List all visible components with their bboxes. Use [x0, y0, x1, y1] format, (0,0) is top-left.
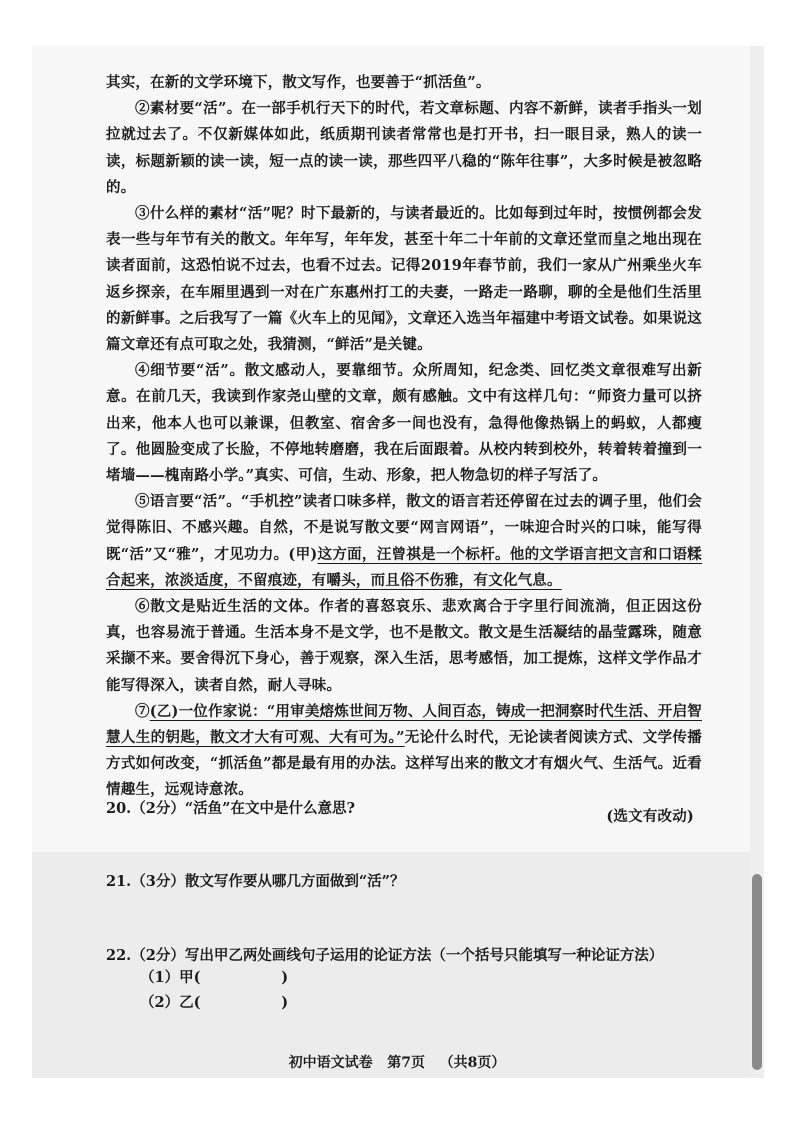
- paragraph-4: ④细节要“活”。散文感动人，要靠细节。众所周知，纪念类、回忆类文章很难写出新意。在前几天，我读到作家尧山壁的文章，颇有感触。文中有这样几句：“师资力量可以挤出来，他本人也可以兼课，但教室、宿舍多一间也没有，急得他像热锅上的蚂蚁，人都瘦了。他圆脸变成了长脸，不停地转磨磨，我在后面跟着。从校内转到校外，转着转着撞到一堵墙——槐南路小学。”真实、可信，生动、形象，把人物急切的样子写活了。: [106, 362, 702, 485]
- article-body: [106, 70, 702, 830]
- paragraph-7-number: ⑦: [135, 702, 150, 720]
- paragraph-5: [106, 489, 702, 594]
- paragraph-5-text: ⑤语言要“活”。“手机控”读者口味多样，散文的语言若还停留在过去的调子里，他们会觉得陈旧、不感兴趣。自然，不是说写散文要“网言网语”，一味迎合时兴的口味，能写得既“活”又“雅”，才见功力。(甲): [106, 493, 702, 563]
- paragraph-7-text: 无论什么时代，无论读者阅读方式、文学传播方式如何改变，“抓活鱼”都是最有用的办法。这样写出来的散文才有烟火气、生活气。近看情趣生，远观诗意浓。: [106, 729, 702, 799]
- underlined-sentence-yi: (乙)一位作家说：“用审美熔炼世间万物、人间百态，铸成一把洞察时代生活、开启智慧人生的钥匙，散文才大有可观、大有可为。”: [106, 702, 703, 747]
- paragraph-3: ③什么样的素材“活”呢？时下最新的，与读者最近的。比如每到过年时，按惯例都会发表一些与年节有关的散文。年年写，年年发，甚至十年二十年前的文章还堂而皇之地出现在读者面前，这恐怕说不过去，也看不过去。记得2019年春节前，我们一家从广州乘坐火车返乡探亲，在车厢里遇到一对在广东惠州打工的夫妻，一路走一路聊，聊的全是他们生活里的新鲜事。之后我写了一篇《火车上的见闻》，文章还入选当年福建中考语文试卷。如果说这篇文章还有点可取之处，我猜测，“鲜活”是关键。: [106, 205, 702, 354]
- source-note: (选文有改动): [606, 807, 694, 825]
- page-footer: 初中语文试卷 第7页 （共8页）: [288, 1055, 506, 1071]
- question-20: 20.（2分）“活鱼”在文中是什么意思?: [106, 800, 355, 817]
- underlined-sentence-jia: 这方面，汪曾祺是一个标杆。他的文学语言把文言和口语糅合起来，浓淡适度，不留痕迹，有嚼头，而且俗不伤雅，有文化气息。: [106, 545, 702, 589]
- paragraph-6: ⑥散文是贴近生活的文体。作者的喜怒哀乐、悲欢离合于字里行间流淌，但正因这份真，也容易流于普通。生活本身不是文学，也不是散文。散文是生活凝结的晶莹露珠，随意采撷不来。要舍得沉下身心，善于观察，深入生活，思考感悟，加工提炼，这样文学作品才能写得深入，读者自然，耐人寻味。: [106, 598, 702, 694]
- question-22: 22.（2分）写出甲乙两处画线句子运用的论证方法（一个括号只能填写一种论证方法）: [106, 947, 664, 964]
- paragraph-2: ②素材要“活”。在一部手机行天下的时代，若文章标题、内容不新鲜，读者手指头一划拉就过去了。不仅新媒体如此，纸质期刊读者常常也是打开书，扫一眼目录，熟人的读一读，标题新颖的读一读，短一点的读一读，那些四平八稳的“陈年往事”，大多时候是被忽略的。: [106, 100, 702, 196]
- answer-line-yi: （2）乙( ): [140, 994, 289, 1011]
- question-21: 21.（3分）散文写作要从哪几方面做到“活”？: [106, 873, 405, 890]
- paragraph-7: [106, 699, 702, 804]
- paragraph-1-tail: 其实，在新的文学环境下，散文写作，也要善于“抓活鱼”。: [106, 74, 491, 91]
- answer-line-jia: （1）甲( ): [140, 969, 289, 986]
- scrollbar-thumb[interactable]: [752, 874, 762, 1070]
